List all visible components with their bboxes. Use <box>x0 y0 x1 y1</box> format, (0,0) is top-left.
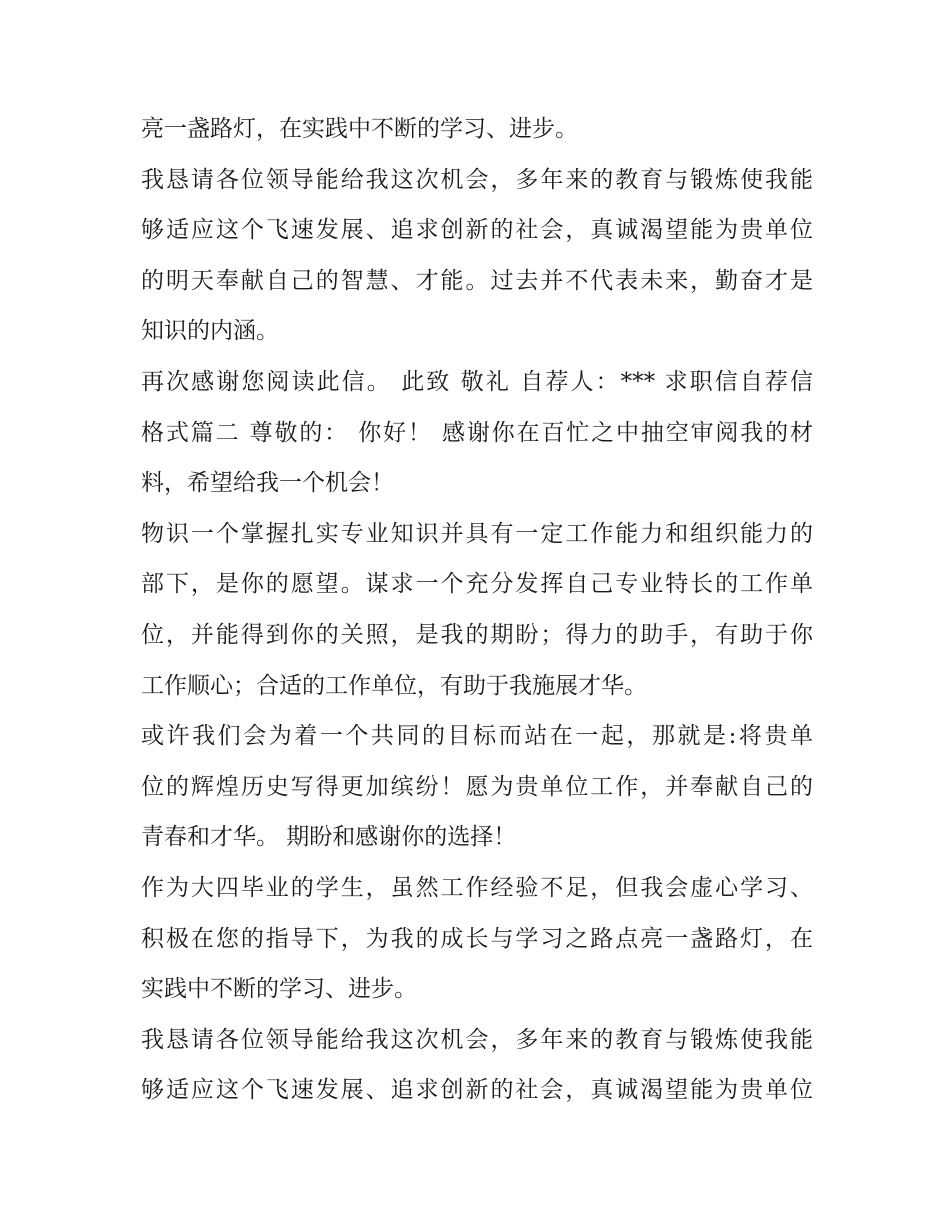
text-line: 料，希望给我一个机会！ <box>141 470 394 497</box>
text-line: 作为大四毕业的学生，虽然工作经验不足，但我会虚心学习、 <box>141 874 813 901</box>
text-line: 够适应这个飞速发展、追求创新的社会，真诚渴望能为贵单位 <box>141 1077 813 1104</box>
text-line: 工作顺心；合适的工作单位，有助于我施展才华。 <box>141 672 647 699</box>
text-line: 再次感谢您阅读此信。 此致 敬礼 自荐人：*** 求职信自荐信 <box>141 368 813 395</box>
text-line: 实践中不断的学习、进步。 <box>141 976 417 1003</box>
text-line: 我恳请各位领导能给我这次机会，多年来的教育与锻炼使我能 <box>141 1026 813 1053</box>
text-line: 格式篇二 尊敬的： 你好！ 感谢你在百忙之中抽空审阅我的材 <box>141 419 813 446</box>
text-line: 部下，是你的愿望。谋求一个充分发挥自己专业特长的工作单 <box>141 571 813 598</box>
text-line: 或许我们会为着一个共同的目标而站在一起，那就是:将贵单 <box>141 723 813 750</box>
text-line: 我恳请各位领导能给我这次机会，多年来的教育与锻炼使我能 <box>141 166 813 193</box>
text-line: 位的辉煌历史写得更加缤纷！愿为贵单位工作，并奉献自己的 <box>141 773 813 800</box>
document-body <box>141 104 813 1116</box>
text-line: 青春和才华。 期盼和感谢你的选择！ <box>141 824 517 851</box>
text-line: 积极在您的指导下，为我的成长与学习之路点亮一盏路灯，在 <box>141 925 813 952</box>
text-line: 物识一个掌握扎实专业知识并具有一定工作能力和组织能力的 <box>141 520 813 547</box>
text-line: 亮一盏路灯，在实践中不断的学习、进步。 <box>141 116 578 142</box>
text-line: 知识的内涵。 <box>141 318 279 345</box>
text-line: 的明天奉献自己的智慧、才能。过去并不代表未来，勤奋才是 <box>141 267 813 294</box>
text-line: 位，并能得到你的关照，是我的期盼；得力的助手，有助于你 <box>141 621 813 648</box>
text-line: 够适应这个飞速发展、追求创新的社会，真诚渴望能为贵单位 <box>141 217 813 244</box>
